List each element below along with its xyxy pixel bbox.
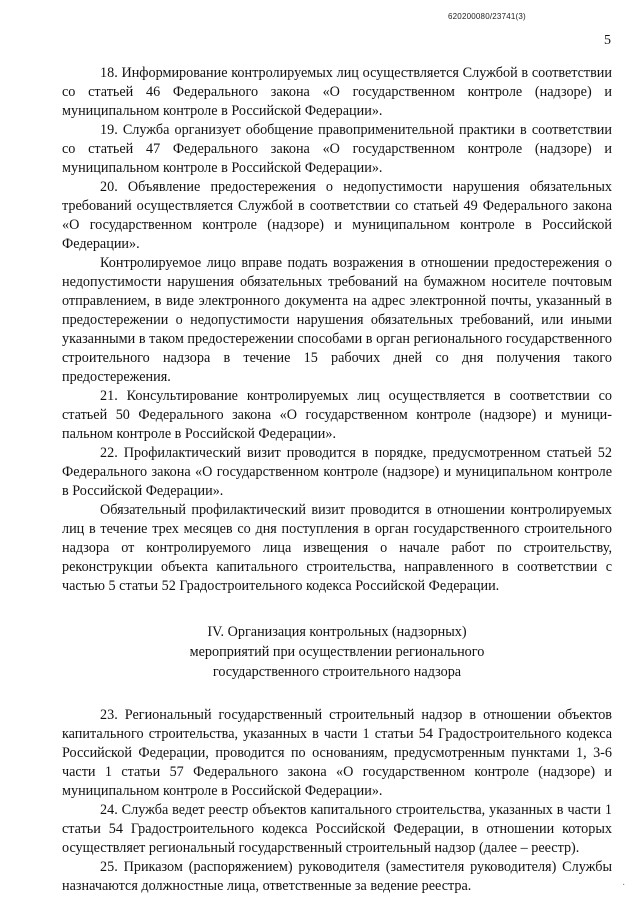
paragraph-20-objection: Контролируемое лицо вправе подать возражения в отношении предостережения о недопустимости нарушения обязательных требований на бумажном носителе почтовым отправлением, в виде электронного документа на адрес электронной почты, указанный в предостережении о недопустимости нарушения обязательных требований, или иными указанными в таком предостережении способами в орган регионального государственного строительного надзора в течение 15 рабочих дней со дня получения такого предостережения. (62, 255, 612, 385)
paragraph-20: 20. Объявление предостережения о недопустимости нарушения обязательных требований осуществляется Службой в соответствии со статьей 49 Федерального закона «О государственном контроле (надзоре) и муниципальном контроле в Российской Федерации». (62, 179, 612, 252)
section-heading (62, 622, 612, 682)
paragraph-21: 21. Консультирование контролируемых лиц осуществляется в соответствии со статьей 50 Федерального закона «О государственном контроле (надзоре) и муниципальном контроле в Российской Федерации». (62, 388, 612, 442)
paragraph-22-mandatory-visit: Обязательный профилактический визит проводится в отношении контролируемых лиц в течение трех месяцев со дня поступления в орган государственного строительного надзора от контролируемого лица извещения о начале работ по строительству, реконструкции объекта капитального строительства, направленного в соответствии с частью 5 статьи 52 Градостроительного кодекса Российской Федерации. (62, 502, 612, 594)
paragraph-25: 25. Приказом (распоряжением) руководителя (заместителя руководителя) Службы назначаются должностные лица, ответственные за ведение реестра. (62, 859, 612, 894)
paragraph-18: 18. Информирование контролируемых лиц осуществляется Службой в соответствии со статьей 46 Федерального закона «О государственном контроле (надзоре) и муниципальном контроле в Российской Федерации». (62, 65, 612, 119)
scan-mark: · (622, 880, 626, 891)
paragraph-19: 19. Служба организует обобщение правоприменительной практики в соответствии со статьей 47 Федерального закона «О государственном контроле (надзоре) и муниципальном контроле в Российской Федерации». (62, 122, 612, 176)
section-heading-line: мероприятий при осуществлении регионального (189, 644, 485, 660)
section-heading-line: IV. Организация контрольных (надзорных) (207, 624, 467, 640)
document-id: 620200080/23741(3) (448, 12, 526, 21)
paragraph-24: 24. Служба ведет реестр объектов капитального строительства, указанных в части 1 статьи 54 Градостроительного кодекса Российской Федерации, в отношении которых осуществляет региональный государственный строительный надзор (далее – реестр). (62, 802, 612, 856)
paragraph-23: 23. Региональный государственный строительный надзор в отношении объектов капитального строительства, указанных в части 1 статьи 54 Градостроительного кодекса Российской Федерации, проводится по основаниям, предусмотренным пунктами 1, 3-6 части 1 статьи 57 Федерального закона «О государственном контроле (надзоре) и муниципальном контроле в Российской Федерации». (62, 707, 612, 799)
page-number: 5 (604, 33, 611, 48)
paragraph-22: 22. Профилактический визит проводится в порядке, предусмотренном статьей 52 Федерального закона «О государственном контроле (надзоре) и муниципальном контроле в Российской Федерации». (62, 445, 612, 499)
section-heading-line: государственного строительного надзора (212, 664, 462, 680)
document-body (62, 64, 612, 896)
